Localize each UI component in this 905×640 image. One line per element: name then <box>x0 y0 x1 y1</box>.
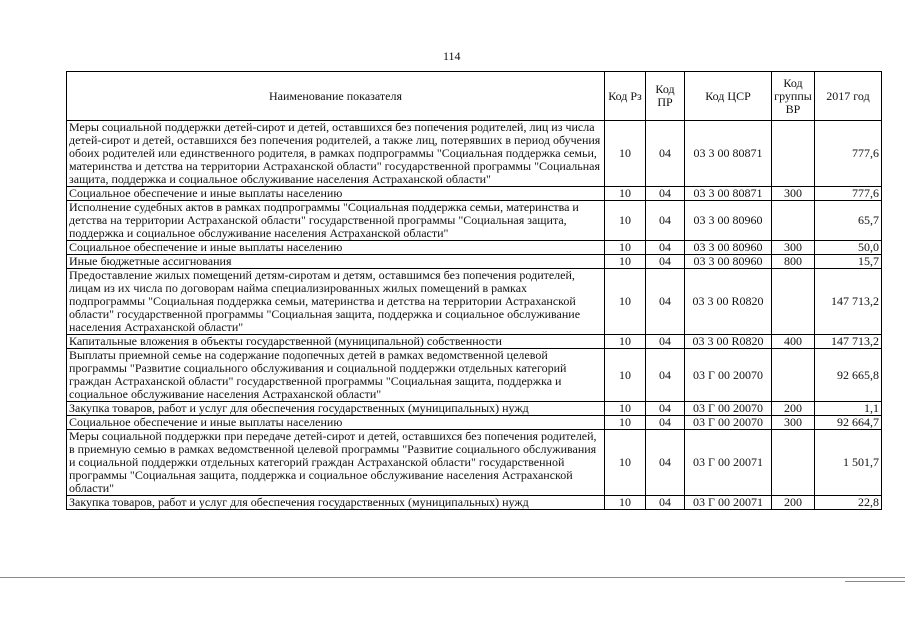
row-rz: 10 <box>605 349 646 402</box>
row-amount: 777,6 <box>815 121 882 187</box>
row-rz: 10 <box>605 335 646 349</box>
row-vr: 200 <box>772 496 815 510</box>
row-amount: 92 665,8 <box>815 349 882 402</box>
row-vr <box>772 349 815 402</box>
row-vr <box>772 201 815 241</box>
table-row <box>67 416 882 430</box>
row-name: Иные бюджетные ассигнования <box>67 255 605 269</box>
row-pr: 04 <box>646 416 685 430</box>
table-row <box>67 121 882 187</box>
row-rz: 10 <box>605 241 646 255</box>
row-pr: 04 <box>646 201 685 241</box>
row-csr: 03 3 00 80960 <box>685 255 772 269</box>
row-pr: 04 <box>646 241 685 255</box>
row-pr: 04 <box>646 496 685 510</box>
page-number: 114 <box>443 49 461 63</box>
table-header-row <box>67 72 882 121</box>
row-csr: 03 Г 00 20070 <box>685 402 772 416</box>
row-csr: 03 3 00 80871 <box>685 187 772 201</box>
row-name: Предоставление жилых помещений детям-сиротам и детям, оставшимся без попечения родителей, лицам из их числа по договорам найма специализированных жилых помещений в рамках подпрограммы "Социальная поддержка семьи, материнства и детства на территории Астраханской области" государственной программы "Социальная защита, поддержка и социальное обслуживание населения Астраханской области" <box>67 269 605 335</box>
table-row <box>67 335 882 349</box>
row-rz: 10 <box>605 496 646 510</box>
row-rz: 10 <box>605 201 646 241</box>
row-rz: 10 <box>605 121 646 187</box>
row-name: Закупка товаров, работ и услуг для обеспечения государственных (муниципальных) нужд <box>67 402 605 416</box>
row-rz: 10 <box>605 402 646 416</box>
row-vr <box>772 121 815 187</box>
scan-edge-line <box>0 577 905 578</box>
row-pr: 04 <box>646 121 685 187</box>
header-year: 2017 год <box>815 72 882 121</box>
header-name: Наименование показателя <box>67 72 605 121</box>
row-csr: 03 Г 00 20070 <box>685 349 772 402</box>
row-pr: 04 <box>646 269 685 335</box>
row-csr: 03 3 00 80960 <box>685 201 772 241</box>
row-vr <box>772 430 815 496</box>
table-row <box>67 496 882 510</box>
row-csr: 03 3 00 R0820 <box>685 335 772 349</box>
row-amount: 15,7 <box>815 255 882 269</box>
row-amount: 65,7 <box>815 201 882 241</box>
row-name: Капитальные вложения в объекты государственной (муниципальной) собственности <box>67 335 605 349</box>
row-vr: 300 <box>772 416 815 430</box>
row-amount: 1,1 <box>815 402 882 416</box>
row-rz: 10 <box>605 430 646 496</box>
row-name: Выплаты приемной семье на содержание подопечных детей в рамках ведомственной целевой программы "Развитие социального обслуживания и социальной поддержки отдельных категорий граждан Астраханской области" государственной программы "Социальная защита, поддержка и социальное обслуживание населения Астраханской области" <box>67 349 605 402</box>
row-rz: 10 <box>605 416 646 430</box>
row-csr: 03 Г 00 20070 <box>685 416 772 430</box>
row-amount: 147 713,2 <box>815 269 882 335</box>
row-csr: 03 3 00 R0820 <box>685 269 772 335</box>
row-name: Меры социальной поддержки детей-сирот и детей, оставшихся без попечения родителей, лиц из числа детей-сирот и детей, оставшихся без попечения родителей, а также лиц, потерявших в период обучения обоих родителей или единственного родителя, в рамках подпрограммы "Социальная поддержка семьи, материнства и детства на территории Астраханской области" государственной программы "Социальная защита, поддержка и социальное обслуживание населения Астраханской области" <box>67 121 605 187</box>
row-amount: 50,0 <box>815 241 882 255</box>
row-pr: 04 <box>646 255 685 269</box>
row-vr <box>772 269 815 335</box>
row-pr: 04 <box>646 430 685 496</box>
row-vr: 200 <box>772 402 815 416</box>
row-vr: 300 <box>772 187 815 201</box>
row-rz: 10 <box>605 269 646 335</box>
row-vr: 300 <box>772 241 815 255</box>
row-pr: 04 <box>646 187 685 201</box>
row-name: Социальное обеспечение и иные выплаты населению <box>67 187 605 201</box>
row-pr: 04 <box>646 402 685 416</box>
table-row <box>67 402 882 416</box>
row-csr: 03 Г 00 20071 <box>685 496 772 510</box>
row-vr: 400 <box>772 335 815 349</box>
row-name: Исполнение судебных актов в рамках подпрограммы "Социальная поддержка семьи, материнства и детства на территории Астраханской области" государственной программы "Социальная защита, поддержка и социальное обслуживание населения Астраханской области" <box>67 201 605 241</box>
row-amount: 777,6 <box>815 187 882 201</box>
row-pr: 04 <box>646 349 685 402</box>
table-row <box>67 430 882 496</box>
table-row <box>67 241 882 255</box>
header-vr: Код группы ВР <box>772 72 815 121</box>
scan-edge-line-short <box>845 581 905 582</box>
row-name: Социальное обеспечение и иные выплаты населению <box>67 416 605 430</box>
row-name: Меры социальной поддержки при передаче детей-сирот и детей, оставшихся без попечения родителей, в приемную семью в рамках ведомственной целевой программы "Развитие социального обслуживания и социальной поддержки отдельных категорий граждан Астраханской области" государственной программы "Социальная защита, поддержка и социальное обслуживание населения Астраханской области" <box>67 430 605 496</box>
table-row <box>67 269 882 335</box>
row-pr: 04 <box>646 335 685 349</box>
header-pr: Код ПР <box>646 72 685 121</box>
row-rz: 10 <box>605 255 646 269</box>
row-amount: 1 501,7 <box>815 430 882 496</box>
row-csr: 03 3 00 80960 <box>685 241 772 255</box>
header-csr: Код ЦСР <box>685 72 772 121</box>
row-csr: 03 Г 00 20071 <box>685 430 772 496</box>
table-row <box>67 201 882 241</box>
table-row <box>67 349 882 402</box>
header-rz: Код Рз <box>605 72 646 121</box>
row-name: Закупка товаров, работ и услуг для обеспечения государственных (муниципальных) нужд <box>67 496 605 510</box>
row-rz: 10 <box>605 187 646 201</box>
row-csr: 03 3 00 80871 <box>685 121 772 187</box>
row-vr: 800 <box>772 255 815 269</box>
budget-table <box>66 71 882 510</box>
table-row <box>67 255 882 269</box>
row-name: Социальное обеспечение и иные выплаты населению <box>67 241 605 255</box>
table-row <box>67 187 882 201</box>
row-amount: 22,8 <box>815 496 882 510</box>
row-amount: 147 713,2 <box>815 335 882 349</box>
row-amount: 92 664,7 <box>815 416 882 430</box>
